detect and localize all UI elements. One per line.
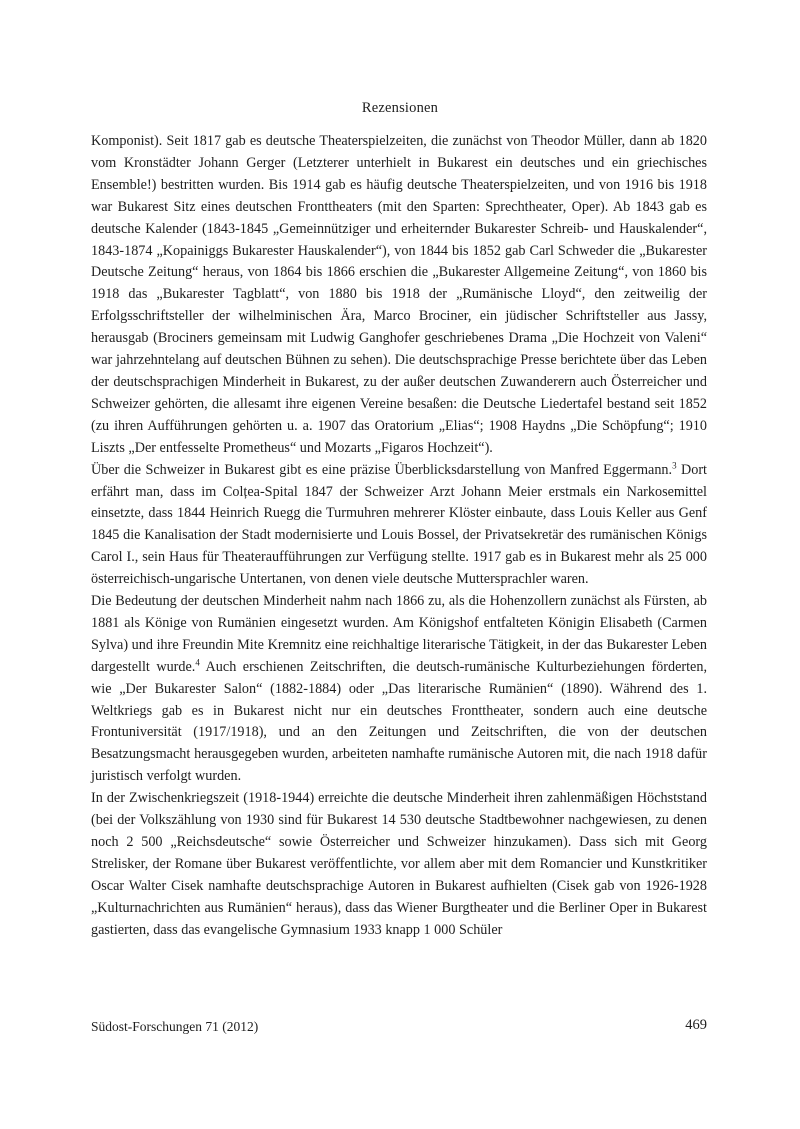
paragraph-3 (91, 591, 707, 788)
paragraph-4: In der Zwischenkriegszeit (1918-1944) erreichte die deutsche Minderheit ihren zahlenmäßigen Höchststand (bei der Volkszählung von 1930 sind für Bukarest 14 530 deutsche Stadtbewohner nachgewiesen, zu denen noch 2 500 „Reichsdeutsche“ sowie Österreicher und Schweizer hinzukamen). Dass sich mit Georg Strelisker, der Romane über Bukarest veröffentlichte, vor allem aber mit dem Romancier und Kunstkritiker Oscar Walter Cisek namhafte deutschsprachige Autoren in Bukarest aufhielten (Cisek gab von 1926-1928 „Kulturnachrichten aus Rumänien“ heraus), dass das Wiener Burgtheater und die Berliner Oper in Bukarest gastierten, dass das evangelische Gymnasium 1933 knapp 1 000 Schüler (91, 790, 707, 938)
running-title: Rezensionen (361, 100, 439, 116)
footnote-ref-4: 4 (195, 657, 200, 668)
paragraph-2 (91, 460, 707, 591)
page-number: 469 (685, 1017, 707, 1033)
journal-citation: Südost-Forschungen 71 (2012) (91, 1019, 259, 1034)
body-text (91, 131, 707, 942)
paragraph-1: Komponist). Seit 1817 gab es deutsche Theaterspielzeiten, die zunächst von Theodor Müller, dann ab 1820 vom Kronstädter Johann Gerger (Letzterer unterhielt in Bukarest ein deutsches und ein griechisches Ensemble!) bestritten wurden. Bis 1914 gab es häufig deutsche Theaterspielzeiten, und von 1916 bis 1918 war Bukarest Sitz eines deutschen Fronttheaters (mit den Sparten: Sprechtheater, Oper). Ab 1843 gab es deutsche Kalender (1843-1845 „Gemeinnütziger und erheiternder Bukarester Schreib- und Hauskalender“, 1843-1874 „Kopainiggs Bukarester Hauskalender“), von 1844 bis 1852 gab Carl Schweder die „Bukarester Deutsche Zeitung“ heraus, von 1864 bis 1866 erschien die „Bukarester Allgemeine Zeitung“, von 1860 bis 1918 das „Bukarester Tagblatt“, von 1880 bis 1918 der „Rumänische Lloyd“, den zeitweilig der Erfolgsschriftsteller der wilhelminischen Ära, Marco Brociner, ein jüdischer Schriftsteller aus Jassy, herausgab (Brociners gemeinsam mit Ludwig Ganghofer geschriebenes Drama „Die Hochzeit von Valeni“ war jahrzehntelang auf deutschen Bühnen zu sehen). Die deutschsprachige Presse berichtete über das Leben der deutschsprachigen Minderheit in Bukarest, zu der außer deutschen Zuwanderern auch Österreicher und Schweizer gehörten, die allesamt ihre eigenen Vereine besaßen: die Deutsche Liedertafel bestand seit 1852 (zu ihren Aufführungen gehörten u. a. 1907 das Oratorium „Elias“; 1908 Haydns „Die Schöpfung“; 1910 Liszts „Der entfesselte Prometheus“ und Mozarts „Figaros Hochzeit“). (91, 133, 707, 456)
paragraph-3-text-b: Auch erschienen Zeitschriften, die deutsch-rumänische Kulturbeziehungen förderten, wie „Der Bukarester Salon“ (1882-1884) oder „Das literarische Rumänien“ (1890). Während des 1. Weltkriegs gab es in Bukarest nicht nur ein deutsches Fronttheater, sondern auch eine deutsche Frontuniversität (1917/1918), und an den Zeitungen und Zeitschriften, die von der deutschen Besatzungsmacht herausgegeben wurden, arbeiteten namhafte rumänische Autoren mit, die nach 1918 dafür juristisch verfolgt wurden. (91, 658, 707, 785)
footnote-ref-3: 3 (672, 459, 677, 470)
paragraph-2-text-b: Dort erfährt man, dass im Colțea-Spital 1847 der Schweizer Arzt Johann Meier erstmals ein Narkosemittel einsetzte, dass 1844 Heinrich Ruegg die Turmuhren mehrerer Klöster einbaute, dass Louis Keller aus Genf 1845 die Kanalisation der Stadt modernisierte und Louis Bossel, der Privatsekretär des rumänischen Königs Carol I., sein Haus für Theateraufführungen zur Verfügung stellte. 1917 gab es in Bukarest mehr als 25 000 österreichisch-ungarische Untertanen, von denen viele deutsche Muttersprachler waren. (91, 461, 707, 588)
paragraph-3-text-a: Die Bedeutung der deutschen Minderheit nahm nach 1866 zu, als die Hohenzollern zunächst als Fürsten, ab 1881 als Könige von Rumänien eingesetzt wurden. Am Königshof entfalteten Königin Elisabeth (Carmen Sylva) und ihre Freundin Mite Kremnitz eine reichhaltige literarische Tätigkeit, in der das Bukarester Leben dargestellt wurde. (91, 593, 707, 675)
paragraph-2-text-a: Über die Schweizer in Bukarest gibt es eine präzise Überblicksdarstellung von Manfred Eggermann. (91, 461, 673, 478)
